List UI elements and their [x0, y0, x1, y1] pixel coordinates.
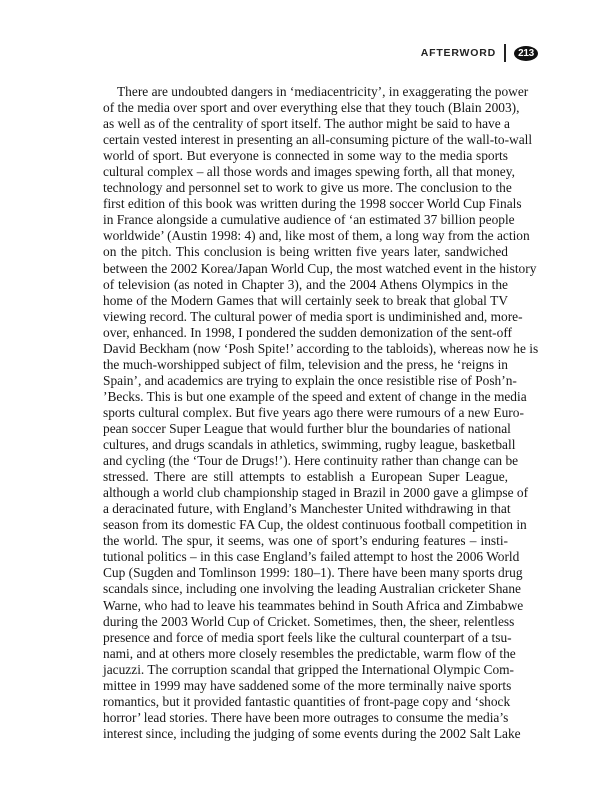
text-line: mittee in 1999 may have saddened some of the more terminally naive sports — [103, 677, 512, 693]
text-line: between the 2002 Korea/Japan World Cup, the most watched event in the history — [103, 260, 537, 276]
text-line: of television (as noted in Chapter 3), and the 2004 Athens Olympics in the — [103, 276, 508, 292]
text-line: nami, and at others more closely resembles the predictable, warm flow of the — [103, 645, 516, 661]
text-line: romantics, but it provided fantastic quantities of front-page copy and ‘shock — [103, 693, 511, 709]
text-line: stressed. There are still attempts to establish a European Super League, — [103, 469, 508, 485]
running-head — [421, 44, 538, 62]
text-line: jacuzzi. The corruption scandal that gripped the International Olympic Com- — [103, 661, 515, 677]
text-line: over, enhanced. In 1998, I pondered the sudden demonization of the sent-off — [103, 324, 512, 340]
text-line: interest since, including the judging of some events during the 2002 Salt Lake — [103, 725, 521, 741]
text-line: sports cultural complex. But five years ago there were rumours of a new Euro- — [103, 404, 524, 420]
text-line: in France alongside a cumulative audience of ‘an estimated 37 billion people — [103, 212, 515, 228]
text-line: world of sport. But everyone is connected in some way to the media sports — [103, 148, 508, 164]
text-line: pean soccer Super League that would further blur the boundaries of national — [103, 420, 511, 436]
text-line: as well as of the centrality of sport itself. The author might be said to have a — [103, 116, 510, 132]
text-line: cultural complex – all those words and images spewing forth, all that money, — [103, 164, 515, 180]
section-label: AFTERWORD — [420, 47, 496, 59]
text-line: during the 2003 World Cup of Cricket. Sometimes, then, the sheer, relentless — [103, 613, 515, 629]
text-line: Spain’, and academics are trying to explain the once resistible rise of Posh’n- — [103, 372, 517, 388]
text-line: presence and force of media sport feels like the cultural counterpart of a tsu- — [103, 629, 512, 645]
text-line: worldwide’ (Austin 1998: 4) and, like most of them, a long way from the action — [103, 228, 530, 244]
text-line: certain vested interest in presenting an all-consuming picture of the wall-to-wall — [103, 132, 533, 148]
text-line: although a world club championship staged in Brazil in 2000 gave a glimpse of — [103, 485, 529, 501]
body-paragraph — [103, 84, 539, 742]
text-line: scandals since, including one involving the leading Australian cricketer Shane — [103, 581, 521, 597]
text-line: of the media over sport and over everything else that they touch (Blain 2003), — [103, 100, 520, 116]
text-line: season from its domestic FA Cup, the oldest continuous football competition in — [103, 517, 527, 533]
text-line: the much-worshipped subject of film, television and the press, he ‘reigns in — [103, 356, 508, 372]
text-line: There are undoubted dangers in ‘mediacentricity’, in exaggerating the power — [117, 84, 529, 99]
text-line: viewing record. The cultural power of media sport is undiminished and, more- — [103, 308, 523, 324]
text-line: Cup (Sugden and Tomlinson 1999: 180–1). There have been many sports drug — [103, 565, 523, 581]
text-line: cultures, and drugs scandals in athletics, swimming, rugby league, basketball — [103, 437, 516, 453]
text-line: ’Becks. This is but one example of the speed and extent of change in the media — [103, 388, 527, 404]
text-line: the world. The spur, it seems, was one of sport’s enduring features – insti- — [103, 533, 508, 549]
text-line: first edition of this book was written during the 1998 soccer World Cup Finals — [103, 196, 522, 212]
text-line: on the pitch. This conclusion is being written five years later, sandwiched — [103, 244, 508, 260]
text-line: home of the Modern Games that will certainly seek to break that global TV — [103, 292, 508, 308]
text-line: and cycling (the ‘Tour de Drugs!’). Here continuity rather than change can be — [103, 453, 519, 469]
text-line: a deracinated future, with England’s Manchester United withdrawing in that — [103, 501, 511, 517]
page-number-badge: 213 — [514, 46, 538, 61]
text-line: Warne, who had to leave his teammates behind in South Africa and Zimbabwe — [103, 597, 524, 613]
text-line: David Beckham (now ‘Posh Spite!’ according to the tabloids), whereas now he is — [103, 340, 539, 356]
header-divider — [504, 44, 506, 62]
text-line: tutional politics – in this case England’s failed attempt to host the 2006 World — [103, 549, 520, 565]
text-line: horror’ lead stories. There have been more outrages to consume the media’s — [103, 709, 509, 725]
text-line: technology and personnel set to work to give us more. The conclusion to the — [103, 180, 512, 196]
